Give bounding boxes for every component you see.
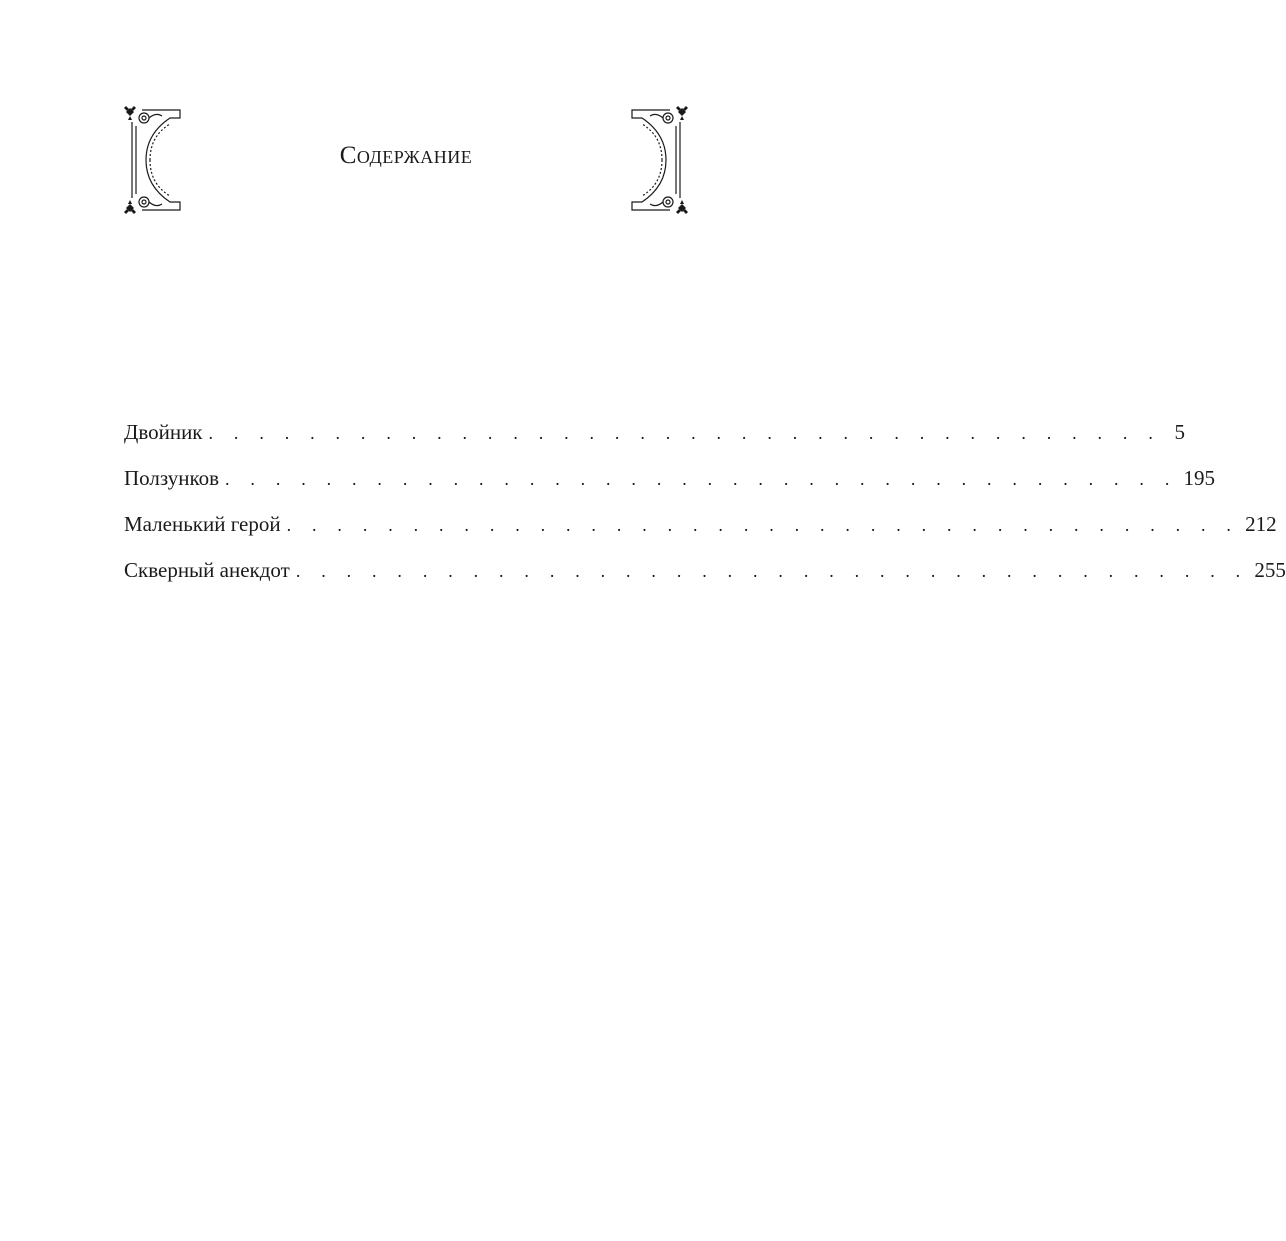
toc-entry[interactable] — [124, 466, 1216, 512]
page-title: Содержание — [339, 142, 473, 169]
page-header — [124, 104, 688, 216]
toc-entry-title: Маленький герой — [124, 512, 281, 536]
toc-dot-leader: . . . . . . . . . . . . . . . . . . . . . . . . . . . . . . . . . . . . . . — [208, 423, 1162, 443]
ornamental-bracket-right-icon — [628, 104, 688, 216]
toc-dot-leader: . . . . . . . . . . . . . . . . . . . . . . . . . . . . . . . . . . . . . . — [286, 515, 1240, 535]
toc-entry[interactable] — [124, 558, 1286, 604]
toc-entry-page: 212 — [1245, 512, 1277, 536]
toc-entry-title: Ползунков — [124, 466, 220, 490]
toc-dot-leader: . . . . . . . . . . . . . . . . . . . . . . . . . . . . . . . . . . . . . . — [225, 469, 1178, 489]
toc-entry-page: 5 — [1174, 420, 1186, 444]
toc-entry-page: 195 — [1183, 466, 1216, 490]
table-of-contents — [124, 420, 1286, 604]
toc-dot-leader: . . . . . . . . . . . . . . . . . . . . . . . . . . . . . . . . . . . . . . — [295, 561, 1249, 581]
toc-entry-page: 255 — [1254, 558, 1286, 582]
toc-entry-title: Двойник — [124, 420, 203, 444]
toc-entry-title: Скверный анекдот — [124, 558, 290, 582]
toc-entry[interactable] — [124, 512, 1277, 558]
toc-entry[interactable] — [124, 420, 1186, 466]
